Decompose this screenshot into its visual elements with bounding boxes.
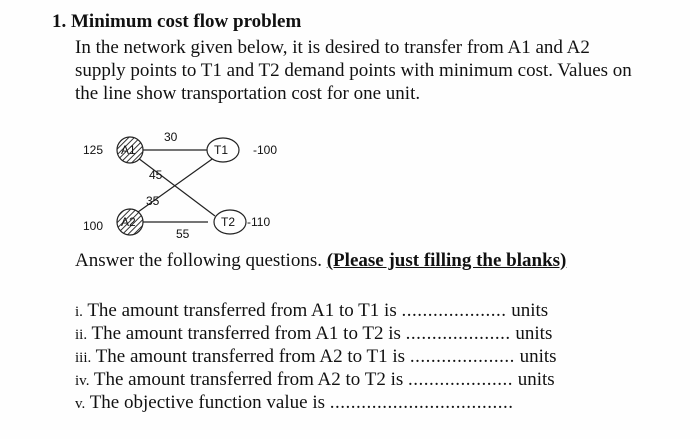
node-t1-label: T1 — [214, 143, 229, 157]
node-a2-label: A2 — [121, 215, 136, 229]
answer-blank: .................... — [405, 323, 511, 344]
question-text: The amount transferred from A1 to T2 is — [87, 323, 406, 344]
demand-t2-amount: -110 — [247, 215, 271, 229]
question-text: The amount transferred from A2 to T1 is — [91, 346, 410, 367]
question-numeral: iv. — [75, 373, 90, 389]
answer-blank: ................................... — [329, 392, 514, 413]
question-unit: units — [510, 323, 553, 344]
node-a1-label: A1 — [121, 143, 136, 157]
answer-blank: .................... — [409, 346, 515, 367]
problem-heading — [52, 11, 301, 33]
problem-description — [75, 36, 685, 105]
answer-instructions — [75, 250, 566, 272]
description-line: supply points to T1 and T2 demand points with minimum cost. Values on — [75, 60, 632, 81]
network-svg — [70, 122, 300, 247]
cost-a2-t1: 35 — [146, 194, 160, 208]
question-numeral: ii. — [75, 327, 88, 343]
question-numeral: v. — [75, 396, 86, 412]
answer-blank: .................... — [408, 369, 513, 390]
cost-a1-t1: 30 — [164, 130, 178, 144]
demand-t1-amount: -100 — [253, 143, 278, 157]
question-unit: units — [514, 346, 557, 367]
supply-a1-amount: 125 — [83, 143, 104, 157]
question-item — [75, 368, 675, 391]
answer-intro-emphasis: (Please just filling the blanks) — [326, 250, 567, 271]
question-text: The amount transferred from A2 to T2 is — [89, 369, 408, 390]
question-item — [75, 322, 675, 345]
answer-blank: .................... — [401, 300, 507, 321]
problem-title: Minimum cost flow problem — [71, 11, 302, 32]
question-text: The objective function value is — [85, 392, 330, 413]
question-numeral: i. — [75, 304, 83, 320]
network-diagram — [70, 122, 300, 247]
question-unit: units — [513, 369, 555, 390]
description-line: the line show transportation cost for one unit. — [75, 83, 421, 104]
problem-number: 1. — [52, 11, 67, 32]
description-line: In the network given below, it is desired to transfer from A1 and A2 — [75, 37, 590, 58]
cost-a2-t2: 55 — [176, 227, 190, 241]
supply-a2-amount: 100 — [83, 219, 104, 233]
question-list — [75, 299, 675, 414]
cost-a1-t2: 45 — [149, 168, 163, 182]
question-unit: units — [506, 300, 549, 321]
question-numeral: iii. — [75, 350, 92, 366]
question-item — [75, 299, 675, 322]
node-t2-label: T2 — [221, 215, 236, 229]
answer-intro-text: Answer the following questions. — [75, 250, 327, 271]
question-item — [75, 345, 675, 368]
question-item — [75, 391, 675, 414]
question-text: The amount transferred from A1 to T1 is — [82, 300, 402, 321]
